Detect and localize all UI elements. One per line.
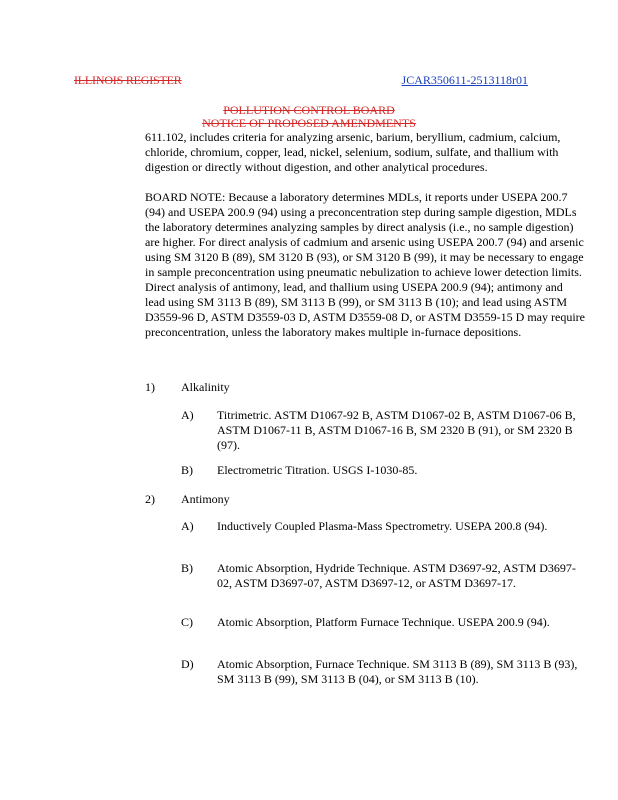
item-text: Atomic Absorption, Furnace Technique. SM 3113 B (89), SM 3113 B (93), SM 3113 B (99), SM 3113 B (04), or SM 3113 B (10).	[217, 657, 578, 686]
item-text: Titrimetric. ASTM D1067-92 B, ASTM D1067-02 B, ASTM D1067-06 B, ASTM D1067-11 B, ASTM D1067-16 B, SM 2320 B (91), or SM 2320 B (97).	[217, 408, 576, 452]
title-line-2: NOTICE OF PROPOSED AMENDMENTS	[202, 116, 416, 130]
section-number: 1)	[145, 380, 155, 394]
item-letter: A)	[181, 519, 194, 533]
section-label: Antimony	[181, 492, 230, 506]
title-line-1: POLLUTION CONTROL BOARD	[223, 103, 395, 117]
header-left: ILLINOIS REGISTER	[74, 73, 182, 87]
item-text: Atomic Absorption, Hydride Technique. ASTM D3697-92, ASTM D3697-02, ASTM D3697-07, ASTM D3697-12, or ASTM D3697-17.	[217, 561, 576, 590]
section-label: Alkalinity	[181, 380, 230, 394]
item-letter: B)	[181, 561, 193, 575]
item-text: Electrometric Titration. USGS I-1030-85.	[217, 463, 418, 477]
paragraph-board-note: BOARD NOTE: Because a laboratory determines MDLs, it reports under USEPA 200.7 (94) and USEPA 200.9 (94) using a preconcentration step during sample digestion, MDLs the laboratory determines analyzing samples by direct analysis (i.e., no sample digestion) are higher. For direct analysis of cadmium and arsenic using USEPA 200.7 (94) and arsenic using SM 3120 B (89), SM 3120 B (93), or SM 3120 B (99), it may be necessary to engage in sample preconcentration using pneumatic nebulization to achieve lower detection limits. Direct analysis of antimony, lead, and thallium using USEPA 200.9 (94); antimony and lead using SM 3113 B (89), SM 3113 B (99), or SM 3113 B (10); and lead using ASTM D3559-96 D, ASTM D3559-03 D, ASTM D3559-08 D, or ASTM D3559-15 D may require preconcentration, unless the laboratory makes multiple in-furnace depositions.	[145, 190, 585, 339]
item-letter: B)	[181, 463, 193, 477]
item-letter: A)	[181, 408, 194, 422]
item-letter: C)	[181, 615, 193, 629]
paragraph-intro: 611.102, includes criteria for analyzing arsenic, barium, beryllium, cadmium, calcium, chloride, chromium, copper, lead, nickel, selenium, sodium, sulfate, and thallium with digestion or directly without digestion, and other analytical procedures.	[145, 130, 561, 174]
item-text: Atomic Absorption, Platform Furnace Technique. USEPA 200.9 (94).	[217, 615, 550, 629]
header-right: JCAR350611-2513118r01	[401, 73, 528, 87]
item-letter: D)	[181, 657, 194, 671]
section-number: 2)	[145, 492, 155, 506]
body-text	[145, 130, 585, 355]
item-text: Inductively Coupled Plasma-Mass Spectrometry. USEPA 200.8 (94).	[217, 519, 548, 533]
